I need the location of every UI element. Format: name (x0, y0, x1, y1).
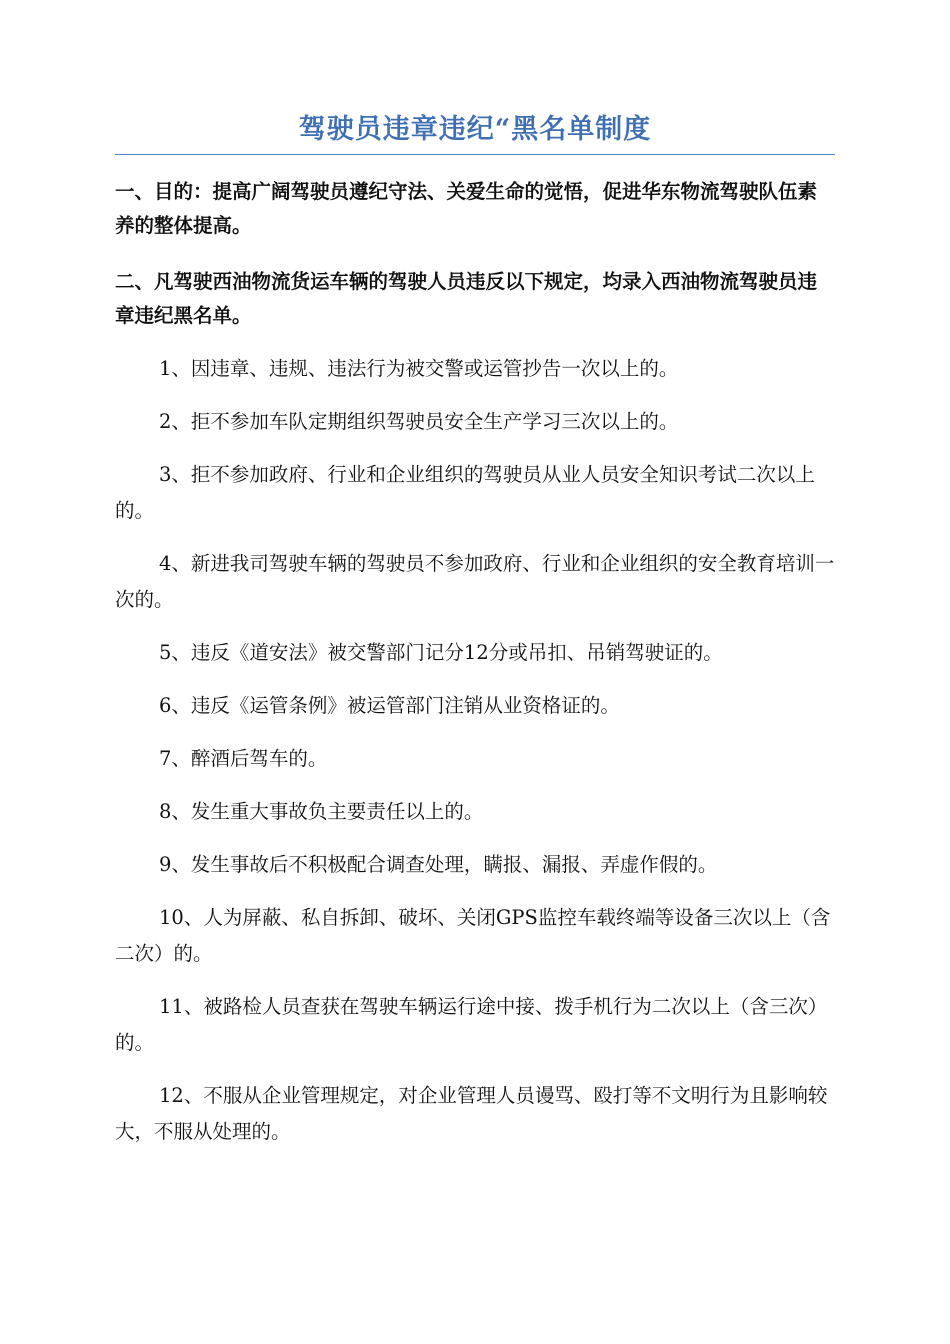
rules-list (115, 351, 835, 1150)
rule-item-10: 10、人为屏蔽、私自拆卸、破坏、关闭GPS监控车载终端等设备三次以上（含二次）的。 (115, 906, 831, 965)
rule-item-5: 5、违反《道安法》被交警部门记分12分或吊扣、吊销驾驶证的。 (159, 641, 723, 664)
rule-item-1: 1、因违章、违规、违法行为被交警或运管抄告一次以上的。 (159, 357, 679, 380)
rule-item-6: 6、违反《运管条例》被运管部门注销从业资格证的。 (159, 694, 620, 717)
rule-item-8: 8、发生重大事故负主要责任以上的。 (159, 800, 484, 823)
rule-item-9: 9、发生事故后不积极配合调查处理，瞒报、漏报、弄虚作假的。 (159, 853, 718, 876)
rule-item-2: 2、拒不参加车队定期组织驾驶员安全生产学习三次以上的。 (159, 410, 679, 433)
rule-item-4: 4、新进我司驾驶车辆的驾驶员不参加政府、行业和企业组织的安全教育培训一次的。 (115, 552, 835, 611)
section-purpose: 一、目的：提高广阔驾驶员遵纪守法、关爱生命的觉悟，促进华东物流驾驶队伍素养的整体提高。 (115, 180, 818, 237)
rule-item-3: 3、拒不参加政府、行业和企业组织的驾驶员从业人员安全知识考试二次以上的。 (115, 463, 815, 522)
document-page (115, 110, 835, 1167)
rule-item-11: 11、被路检人员查获在驾驶车辆运行途中接、拨手机行为二次以上（含三次）的。 (115, 995, 828, 1054)
rule-item-7: 7、醉酒后驾车的。 (159, 747, 328, 770)
section-scope: 二、凡驾驶西油物流货运车辆的驾驶人员违反以下规定，均录入西油物流驾驶员违章违纪黑名单。 (115, 270, 818, 327)
rule-item-12: 12、不服从企业管理规定，对企业管理人员谩骂、殴打等不文明行为且影响较大，不服从处理的。 (115, 1084, 828, 1143)
document-title: 驾驶员违章违纪“黑名单制度 (115, 110, 835, 155)
